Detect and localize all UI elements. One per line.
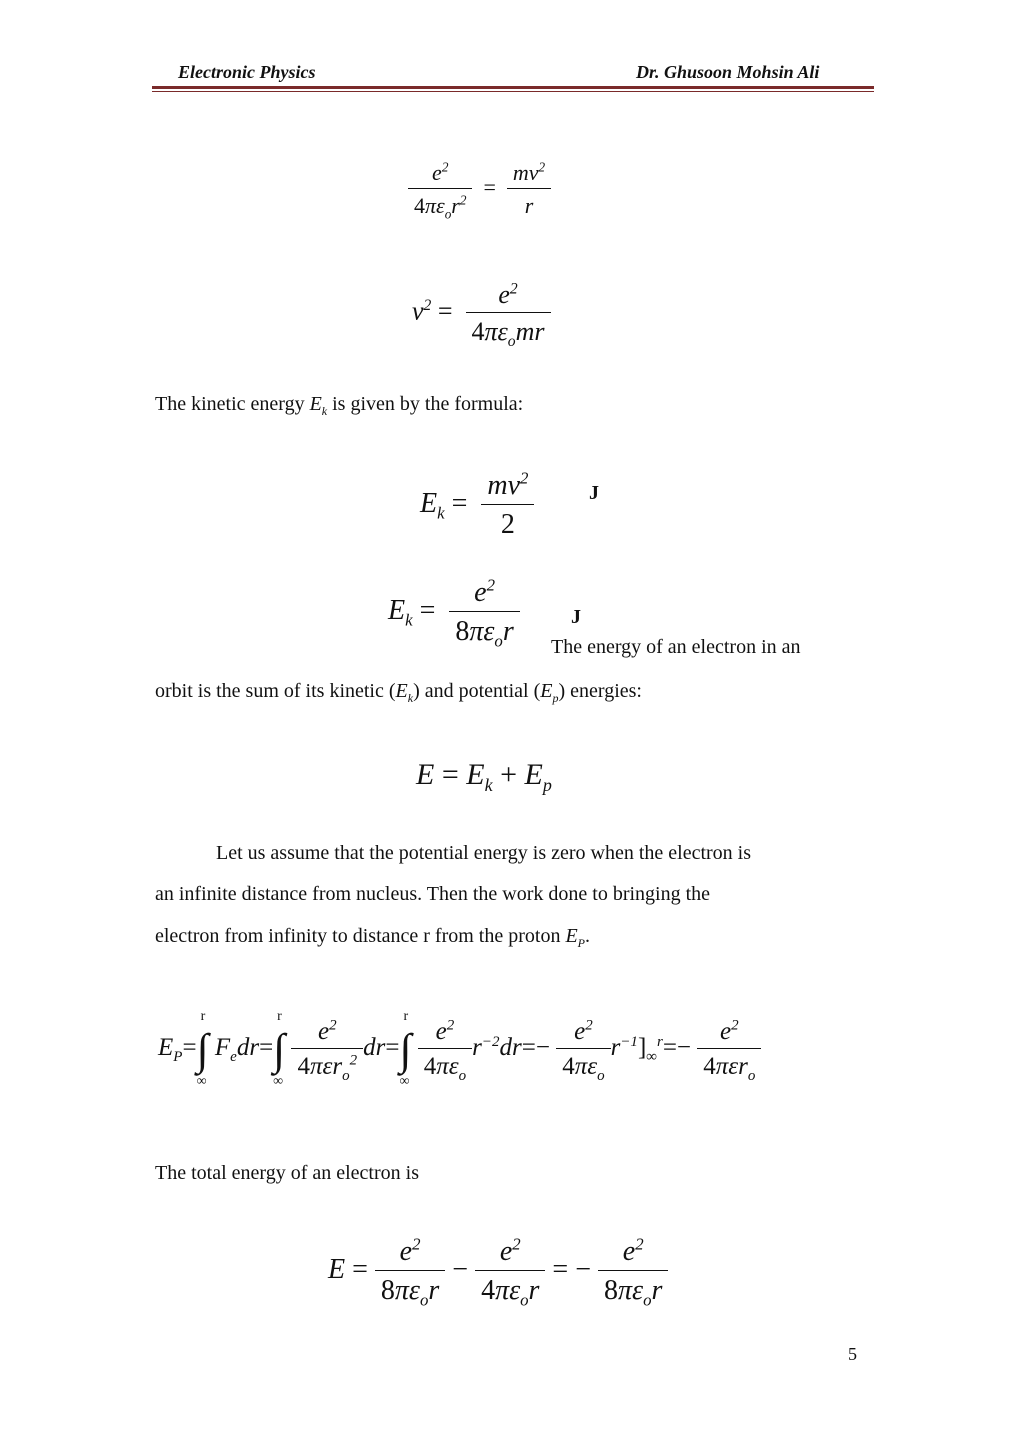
header-title-left: Electronic Physics [178,62,316,82]
equation-velocity-squared: $v^2$ = $\frac{e^2}{4\pi\varepsilon_omr}$ [412,280,551,347]
paragraph-assume-line2: an infinite distance from nucleus. Then the work done to bringing the [155,883,711,905]
paragraph-kinetic-energy: The kinetic energy $E_k$ is given by the formula: [155,393,524,418]
paragraph-total-energy: The total energy of an electron is [155,1162,419,1184]
header-rule-thin [152,91,874,92]
paragraph-assume-line3: electron from infinity to distance r from the proton $E_P$. [155,925,591,950]
equation-kinetic-energy-coulomb: $E_k$ = $\frac{e^2}{8\pi\varepsilon_or}$ [388,577,520,648]
unit-joule-1: J [589,482,599,504]
unit-joule-2: J [571,606,581,628]
paragraph-orbit-energy-line2: orbit is the sum of its kinetic $(E_k)$ and potential $(E_p)$ energies: [155,680,642,705]
paragraph-assume-line1: Let us assume that the potential energy is zero when the electron is [216,842,752,864]
header-rule-thick [152,86,874,89]
header-author-right: Dr. Ghusoon Mohsin Ali [636,62,820,82]
page-number: 5 [848,1344,857,1364]
equation-potential-energy-integral: $E_P=\int$ r ∞ $F_edr=\int$ r ∞ $\frac{e^2}{4\pi\varepsilon r_o^2}$ dr=∫ r ∞ $\frac{e^2}{4\pi\varepsilon_o}$ $r^{-2}dr=-$ $\frac{e^2}{4\pi\varepsilon_o}$ $r^{-1}]_\infty^r=-$ $\frac{e^2}{4\pi\varepsilon r_o}$ [158,1018,761,1081]
equation-force-balance: $\frac{e^2}{4\pi\varepsilon_or^2}$ = $\frac{mv^2}{r}$ [408,160,551,219]
paragraph-orbit-energy-line1: The energy of an electron in an [551,636,801,658]
equation-total-energy-sum: $E = E_k + E_p$ [416,758,552,795]
equation-total-energy: E = $\frac{e^2}{8\pi\varepsilon_or}$ − $\frac{e^2}{4\pi\varepsilon_or}$ = − $\frac{e^2}{8\pi\varepsilon_or}$ [328,1236,668,1307]
equation-kinetic-energy: $E_k$ = $\frac{mv^2}{2}$ [420,470,534,541]
